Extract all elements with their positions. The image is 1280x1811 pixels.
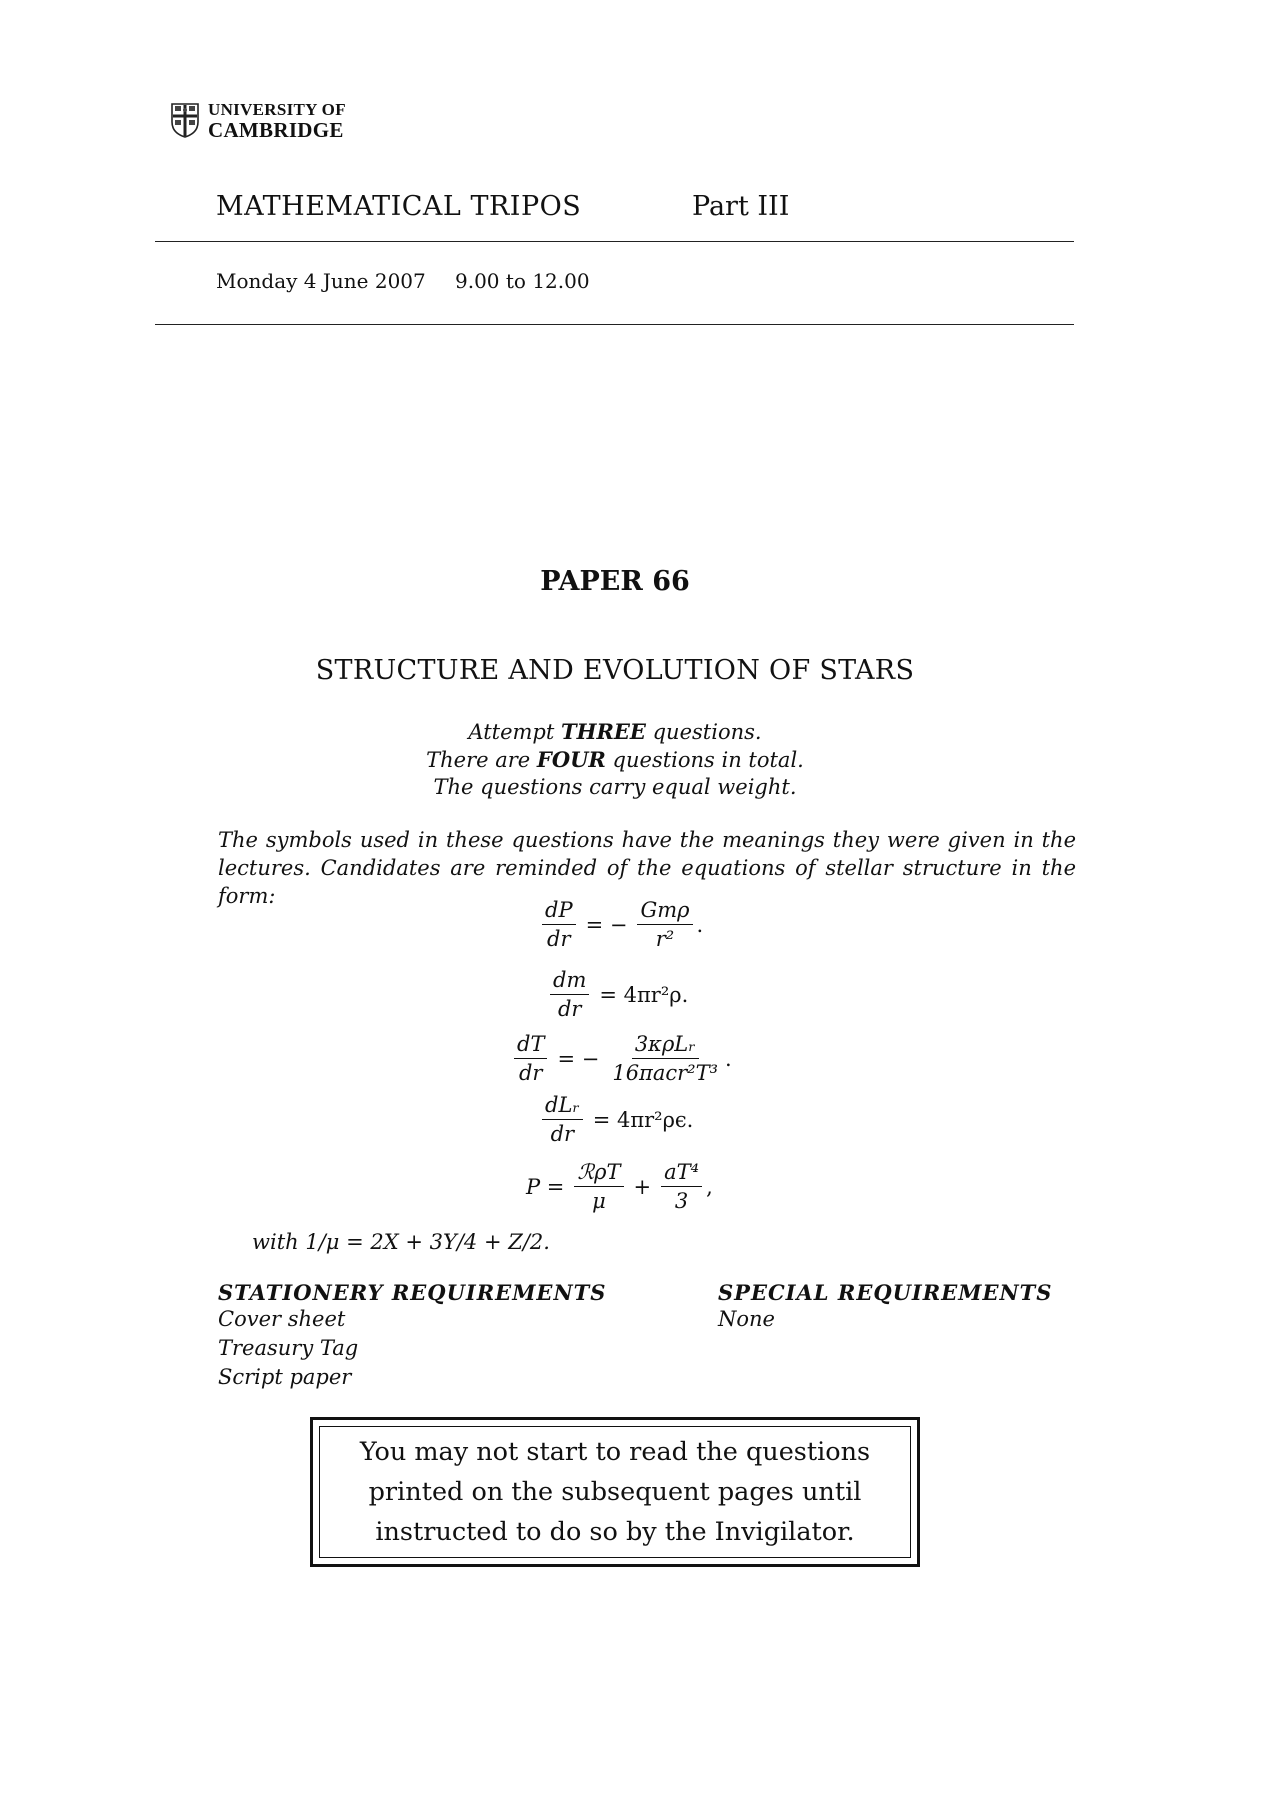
stationery-heading: STATIONERY REQUIREMENTS [218,1280,607,1305]
preamble-text: The symbols used in these questions have the meanings they were given in the lectures. Candidates are reminded of the equations of stellar structure in the form: [218,828,1076,908]
instruction-2-bold: FOUR [536,747,606,772]
notice-line-2: printed on the subsequent pages until [368,1477,862,1507]
equation-mass-continuity [546,968,694,1021]
paper-number: PAPER 66 [540,566,690,597]
eq4-numerator: dLᵣ [542,1093,583,1120]
eq3-rhs-denominator: 16πacr²T³ [612,1061,719,1085]
stationery-item: Cover sheet [218,1307,346,1331]
mu-definition: with 1/μ = 2X + 3Y/4 + Z/2. [252,1230,550,1254]
notice-line-1: You may not start to read the questions [359,1437,871,1467]
eq5-term1-denominator: μ [592,1189,606,1213]
university-logo [170,99,346,141]
equation-hydrostatic: $\frac{dP}{dr}$ = − $\frac{\text{Gmρ}}{\text{r²}}$ . [538,898,703,951]
university-name-line1: UNIVERSITY OF [208,100,346,119]
eq1-denominator: dr [547,927,571,951]
eq4-denominator: dr [550,1122,575,1146]
eq1-rhs-denominator: r² [655,927,675,951]
stationery-item: Treasury Tag [218,1336,359,1360]
instruction-1-bold: THREE [561,719,646,744]
instruction-2-post: questions in total. [605,748,804,772]
eq2-rhs: = 4πr²ρ. [599,982,689,1007]
eq2-numerator: dm [550,968,589,995]
instruction-1-pre: Attempt [468,720,561,744]
header-rule-top [155,241,1074,242]
exam-title: MATHEMATICAL TRIPOS [216,191,582,222]
eq3-numerator: dT [514,1032,547,1059]
university-crest-icon [170,102,200,138]
stationery-requirements [218,1280,606,1392]
header-rule-bottom [155,324,1074,325]
eq4-rhs: = 4πr²ρϵ. [592,1107,694,1132]
equation-radiative-transfer: $\frac{dT}{dr}$ = − $\frac{\text{3κρLᵣ}}{\text{16πacr²T³}}$ . [510,1032,732,1085]
eq5-lhs: P = [526,1174,565,1199]
eq1-rhs-numerator: Gmρ [637,898,692,925]
eq5-term2-denominator: 3 [674,1189,689,1213]
exam-time: 9.00 to 12.00 [455,269,590,293]
university-name-line2: CAMBRIDGE [208,118,344,142]
invigilator-notice-box [310,1417,920,1567]
equation-state: P = $\frac{\text{ℛρT}}{\mu}$ + $\frac{\text{aT⁴}}{3}$ , [526,1160,713,1213]
special-item: None [718,1307,775,1331]
instruction-line-3: The questions carry equal weight. [433,775,797,799]
instruction-2-pre: There are [426,748,537,772]
paper-subject: STRUCTURE AND EVOLUTION OF STARS [315,655,915,686]
instruction-1-post: questions. [645,720,762,744]
equation-energy-generation [538,1093,699,1146]
eq3-denominator: dr [518,1061,543,1085]
special-heading: SPECIAL REQUIREMENTS [718,1280,1053,1305]
exam-part: Part III [692,191,790,222]
instruction-line-1 [0,719,1230,744]
eq3-rhs-numerator: 3κρLᵣ [632,1032,699,1059]
special-requirements [718,1280,1052,1334]
exam-date: Monday 4 June 2007 [216,269,426,293]
stationery-item: Script paper [218,1365,352,1389]
instruction-line-2 [0,747,1230,772]
eq1-numerator: dP [542,898,576,925]
eq5-term2-numerator: aT⁴ [661,1160,702,1187]
notice-line-3: instructed to do so by the Invigilator. [375,1517,855,1547]
eq5-term1-numerator: ℛρT [574,1160,623,1187]
eq2-denominator: dr [557,997,582,1021]
